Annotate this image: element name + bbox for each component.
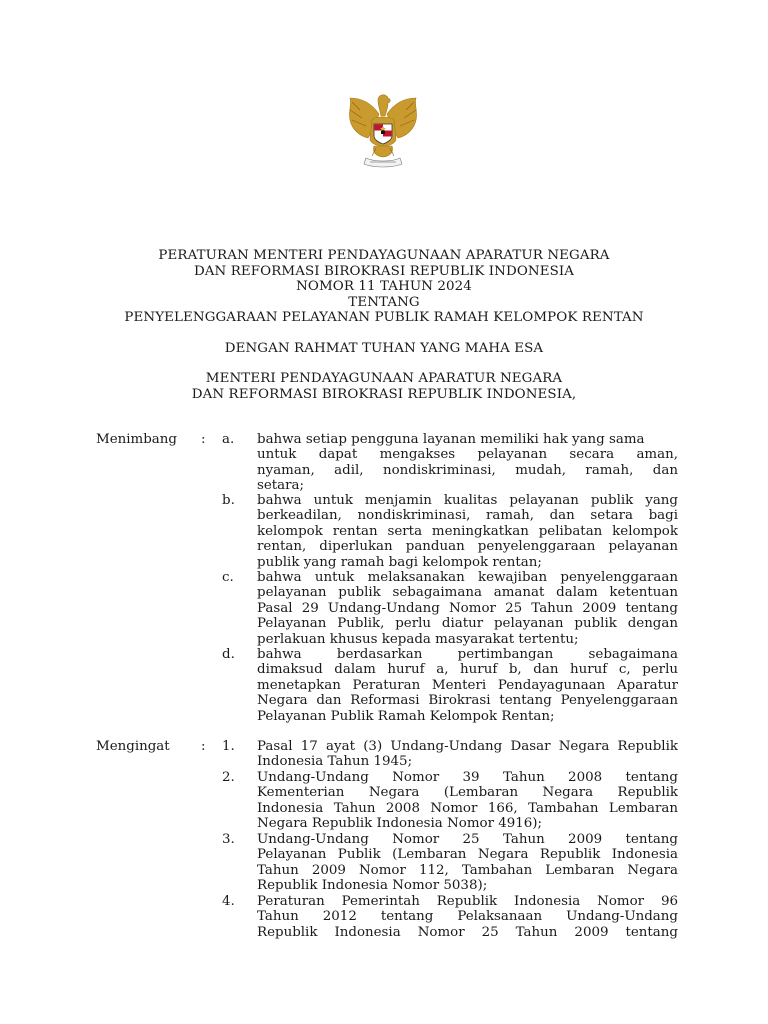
menimbang-label: Menimbang xyxy=(96,432,177,447)
item-line: Indonesia Tahun 1945; xyxy=(257,754,413,770)
item-line: setara; xyxy=(257,478,305,494)
item-line: publik yang ramah bagi kelompok rentan; xyxy=(257,554,542,570)
title-line: PERATURAN MENTERI PENDAYAGUNAAN APARATUR NEGARA xyxy=(158,248,610,263)
title-line: PENYELENGGARAAN PELAYANAN PUBLIK RAMAH KELOMPOK RENTAN xyxy=(124,310,644,326)
item-marker: 1. xyxy=(222,739,235,754)
item-line: Pasal 17 ayat (3) Undang-Undang Dasar Negara Republik xyxy=(257,739,678,754)
section-colon: : xyxy=(201,432,206,447)
item-line: Undang-Undang Nomor 39 Tahun 2008 tentang xyxy=(257,770,678,785)
garuda-pancasila-emblem-icon xyxy=(338,90,428,170)
title-line: DAN REFORMASI BIROKRASI REPUBLIK INDONESIA xyxy=(193,263,575,279)
item-line: Pasal 29 Undang-Undang Nomor 25 Tahun 2009 tentang xyxy=(257,600,678,616)
item-line: Indonesia Tahun 2008 Nomor 166, Tambahan Lembaran xyxy=(257,800,678,816)
item-line: bahwa berdasarkan pertimbangan sebagaimana xyxy=(257,647,678,662)
item-line: nyaman, adil, nondiskriminasi, mudah, ramah, dan xyxy=(257,462,678,478)
item-marker: c. xyxy=(222,570,234,585)
item-line: Negara Republik Indonesia Nomor 4916); xyxy=(257,816,543,832)
item-line: kelompok rentan serta meningkatkan pelibatan kelompok xyxy=(257,523,678,539)
item-marker: 2. xyxy=(222,770,235,785)
title-line: TENTANG xyxy=(348,294,420,310)
item-line: bahwa setiap pengguna layanan memiliki hak yang sama xyxy=(257,432,645,447)
item-marker: a. xyxy=(222,432,235,447)
item-line: rentan, diperlukan panduan penyelenggaraan pelayanan xyxy=(257,539,678,555)
blessing-text: DENGAN RAHMAT TUHAN YANG MAHA ESA xyxy=(224,341,544,356)
item-line: Pelayanan Publik (Lembaran Negara Republik Indonesia xyxy=(257,847,678,863)
item-line: Undang-Undang Nomor 25 Tahun 2009 tentang xyxy=(257,832,678,847)
item-line: menetapkan Peraturan Menteri Pendayagunaan Aparatur xyxy=(257,677,678,693)
item-line: Republik Indonesia Nomor 25 Tahun 2009 tentang xyxy=(257,924,678,940)
minister-line: DAN REFORMASI BIROKRASI REPUBLIK INDONESIA, xyxy=(191,386,577,402)
item-line: dimaksud dalam huruf a, huruf b, dan huruf c, perlu xyxy=(257,662,678,678)
mengingat-label: Mengingat xyxy=(96,739,170,754)
item-line: untuk dapat mengakses pelayanan secara aman, xyxy=(257,447,678,463)
item-marker: b. xyxy=(222,493,235,508)
item-line: Peraturan Pemerintah Republik Indonesia Nomor 96 xyxy=(257,894,678,909)
regulation-title xyxy=(0,248,768,326)
item-line: Negara dan Reformasi Birokrasi tentang Penyelenggaraan xyxy=(257,693,678,709)
blessing-line xyxy=(0,341,768,357)
item-line: Pelayanan Publik, perlu diatur pelayanan publik dengan xyxy=(257,616,678,632)
item-line: Kementerian Negara (Lembaran Negara Republik xyxy=(257,785,678,801)
item-line: bahwa untuk melaksanakan kewajiban penyelenggaraan xyxy=(257,570,678,585)
item-line: berkeadilan, nondiskriminasi, ramah, dan setara bagi xyxy=(257,508,678,524)
item-line: Tahun 2009 Nomor 112, Tambahan Lembaran Negara xyxy=(257,862,678,878)
item-line: perlakuan khusus kepada masyarakat tertentu; xyxy=(257,631,579,647)
item-line: bahwa untuk menjamin kualitas pelayanan publik yang xyxy=(257,493,678,508)
title-line: NOMOR 11 TAHUN 2024 xyxy=(296,279,472,295)
item-line: Pelayanan Publik Ramah Kelompok Rentan; xyxy=(257,708,555,724)
item-line: Republik Indonesia Nomor 5038); xyxy=(257,878,488,894)
minister-heading xyxy=(0,371,768,402)
item-line: Tahun 2012 tentang Pelaksanaan Undang-Undang xyxy=(257,909,678,925)
minister-line: MENTERI PENDAYAGUNAAN APARATUR NEGARA xyxy=(205,371,563,386)
item-marker: 4. xyxy=(222,894,235,909)
item-marker: 3. xyxy=(222,832,235,847)
section-colon: : xyxy=(201,739,206,754)
item-marker: d. xyxy=(222,647,235,662)
item-line: pelayanan publik sebagaimana amanat dalam ketentuan xyxy=(257,585,678,601)
